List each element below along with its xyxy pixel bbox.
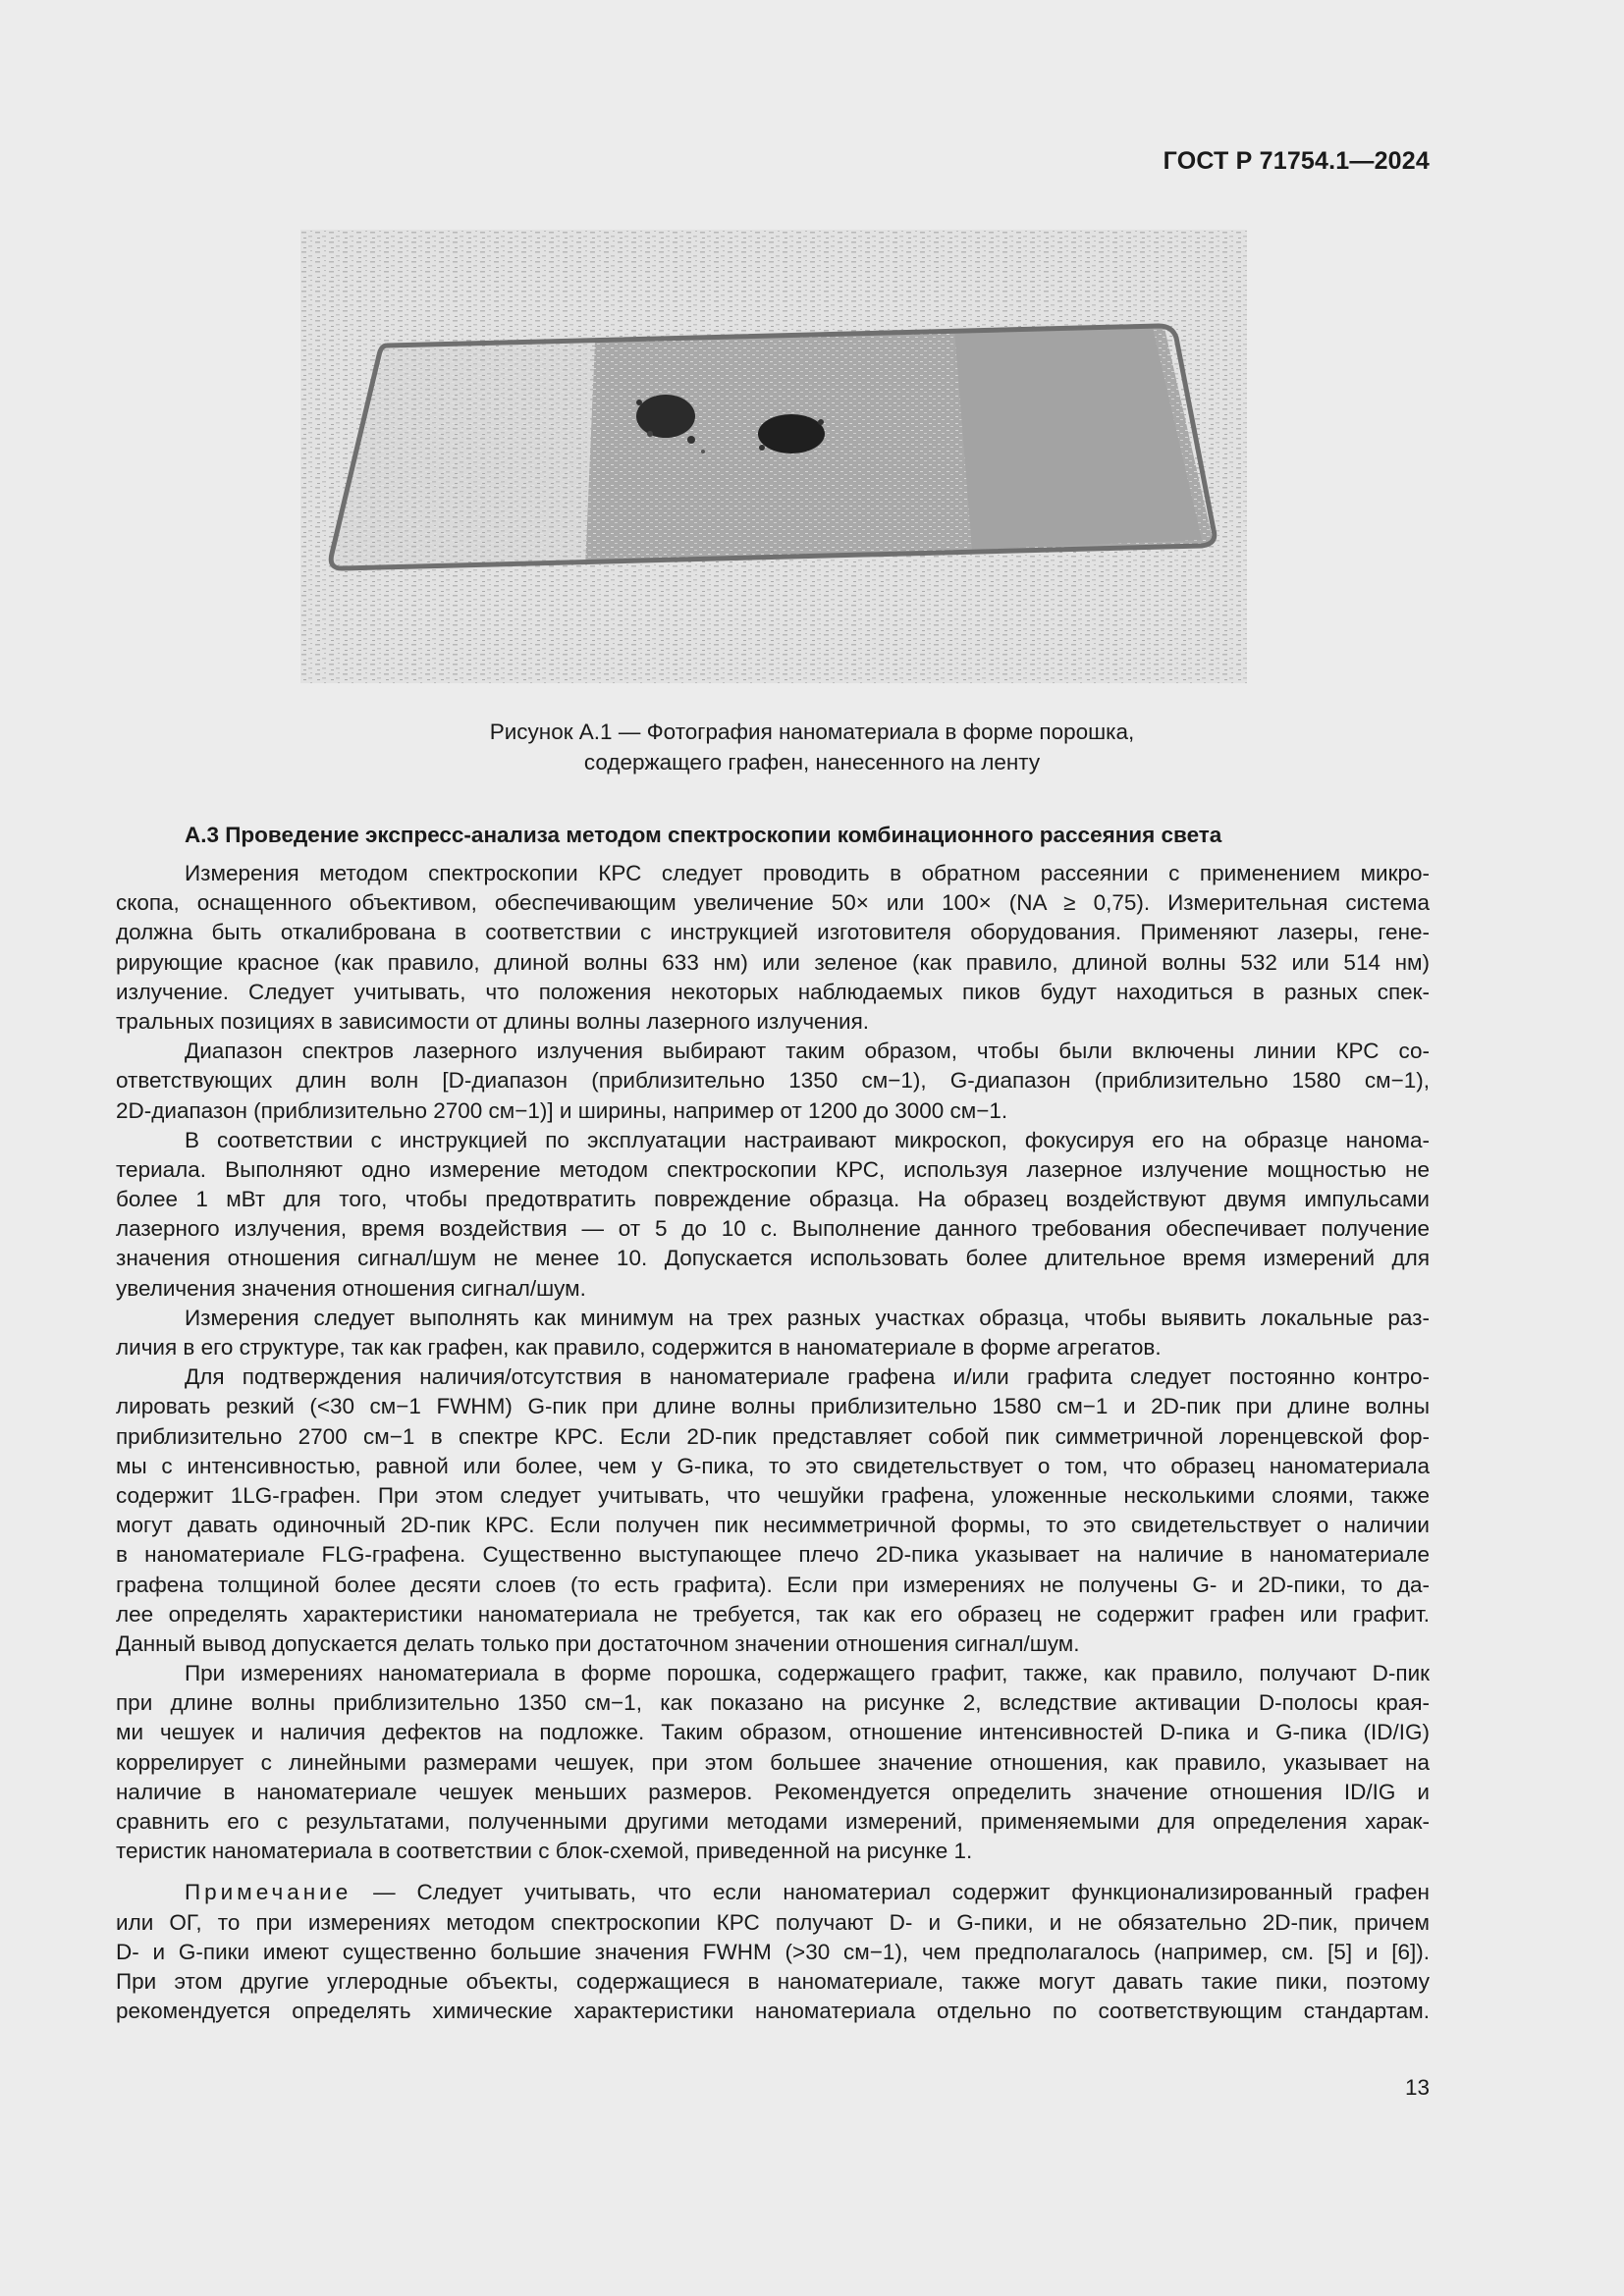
body-text <box>116 859 1430 2026</box>
text-line: излучение. Следует учитывать, что положения некоторых наблюдаемых пиков будут находиться в разных спек- <box>116 979 1430 1004</box>
text-line: При измерениях наноматериала в форме порошка, содержащего графит, также, как правило, получают D-пик <box>185 1661 1430 1686</box>
section-title: А.3 Проведение экспресс-анализа методом спектроскопии комбинационного рассеяния света <box>185 823 1222 847</box>
note-label: Примечание <box>185 1880 352 1905</box>
text-line: лее определять характеристики наноматериала не требуется, так как его образец не содержит графен или графит. <box>116 1601 1430 1627</box>
text-line: рирующие красное (как правило, длиной волны 633 нм) или зеленое (как правило, длиной волны 532 или 514 нм) <box>116 949 1430 975</box>
text-line: графена толщиной более десяти слоев (то есть графита). Если при измерениях не получены G- и 2D-пики, то да- <box>116 1572 1430 1597</box>
text-line: при длине волны приблизительно 1350 см−1, как показано на рисунке 2, вследствие активации D-полосы края- <box>116 1690 1430 1716</box>
note-line: или ОГ, то при измерениях методом спектроскопии КРС получают D- и G-пики, и не обязательно 2D-пик, причем <box>116 1909 1430 1935</box>
caption-line: содержащего графен, нанесенного на ленту <box>583 750 1041 774</box>
text-line: более 1 мВт для того, чтобы предотвратить повреждение образца. На образец воздействуют двумя импульсами <box>116 1187 1430 1212</box>
text-line: могут давать одиночный 2D-пик КРС. Если получен пик несимметричной формы, то это свидетельствует о наличии <box>116 1513 1430 1538</box>
text-line: лировать резкий (<30 см−1 FWHM) G-пик при длине волны приблизительно 1580 см−1 и 2D-пик при длине волны <box>116 1394 1430 1419</box>
text-line: скопа, оснащенного объективом, обеспечивающим увеличение 50× или 100× (NA ≥ 0,75). Измерительная система <box>116 890 1430 916</box>
text-line: увеличения значения отношения сигнал/шум. <box>116 1275 586 1301</box>
text-line: В соответствии с инструкцией по эксплуатации настраивают микроскоп, фокусируя его на образце наномa- <box>185 1127 1430 1152</box>
note-line: рекомендуется определять химические характеристики наноматериала отдельно по соответствующим стандартам. <box>116 1999 1430 2024</box>
text-line: 2D-диапазон (приблизительно 2700 см−1)] и ширины, например от 1200 до 3000 см−1. <box>116 1097 1008 1123</box>
text-line: Измерения методом спектроскопии КРС следует проводить в обратном рассеянии с применением микро- <box>185 861 1430 885</box>
caption-line: Рисунок А.1 — Фотография наноматериала в форме порошка, <box>489 720 1135 744</box>
text-line: ответствующих длин волн [D-диапазон (приблизительно 1350 см−1), G-диапазон (приблизительно 1580 см−1), <box>116 1068 1430 1094</box>
text-line: лазерного излучения, время воздействия — от 5 до 10 с. Выполнение данного требования обеспечивает получение <box>116 1216 1430 1242</box>
text-line: мы с интенсивностью, равной или более, чем у G-пика, то это свидетельствует о том, что образец наноматериала <box>116 1453 1430 1478</box>
text-line: Измерения следует выполнять как минимум на трех разных участках образца, чтобы выявить локальные раз- <box>185 1305 1430 1330</box>
text-line: содержит 1LG-графен. При этом следует учитывать, что чешуйки графена, уложенные несколькими слоями, также <box>116 1482 1430 1508</box>
text-line: в наноматериале FLG-графена. Существенно выступающее плечо 2D-пика указывает на наличие в наноматериале <box>116 1542 1430 1568</box>
note-line: При этом другие углеродные объекты, содержащиеся в наноматериале, также могут давать такие пики, поэтому <box>116 1968 1430 1994</box>
text-line: Данный вывод допускается делать только при достаточном значении отношения сигнал/шум. <box>116 1630 1080 1656</box>
text-line: териала. Выполняют одно измерение методом спектроскопии КРС, используя лазерное излучение мощностью не <box>116 1156 1430 1182</box>
note-first-line <box>116 1878 1430 1907</box>
page-number: 13 <box>1404 2075 1430 2100</box>
document-standard-id: ГОСТ Р 71754.1—2024 <box>1163 147 1430 175</box>
text-line: наличие в наноматериале чешуек меньших размеров. Рекомендуется определить значение отношения ID/IG и <box>116 1779 1430 1804</box>
text-line: Для подтверждения наличия/отсутствия в наноматериале графена и/или графита следует постоянно контро- <box>185 1364 1430 1390</box>
note-line: D- и G-пики имеют существенно большие значения FWHM (>30 см−1), чем предполагалось (например, см. [5] и [6]). <box>116 1939 1430 1964</box>
text-line: тральных позициях в зависимости от длины волны лазерного излучения. <box>116 1008 869 1034</box>
text-line: ми чешуек и наличия дефектов на подложке. Таким образом, отношение интенсивностей D-пика и G-пика (ID/IG) <box>116 1720 1430 1745</box>
text-line: должна быть откалибрована в соответствии с инструкцией изготовителя оборудования. Применяют лазеры, гене- <box>116 920 1430 945</box>
text-line: сравнить его с результатами, полученными другими методами измерений, применяемыми для определения харак- <box>116 1809 1430 1834</box>
text-line: теристик наноматериала в соответствии с блок-схемой, приведенной на рисунке 1. <box>116 1839 973 1864</box>
text-line: коррелирует с линейными размерами чешуек, при этом большее значение отношения, как правило, указывает на <box>116 1749 1430 1775</box>
text-line: приблизительно 2700 см−1 в спектре КРС. Если 2D-пик представляет собой пик симметричной лоренцевской фор- <box>116 1423 1430 1449</box>
figure-photo <box>300 230 1247 683</box>
text-line: значения отношения сигнал/шум не менее 10. Допускается использовать более длительное время измерений для <box>116 1246 1430 1271</box>
text-line: личия в его структуре, так как графен, как правило, содержится в наноматериале в форме агрегатов. <box>116 1335 1162 1360</box>
powder-sample-right <box>758 414 825 454</box>
text-line: Диапазон спектров лазерного излучения выбирают таким образом, чтобы были включены линии КРС со- <box>185 1039 1430 1064</box>
note-text: — Следует учитывать, что если наноматериал содержит функционализированный графен <box>373 1880 1430 1905</box>
powder-sample-left <box>636 395 695 438</box>
figure-caption <box>196 717 1428 777</box>
